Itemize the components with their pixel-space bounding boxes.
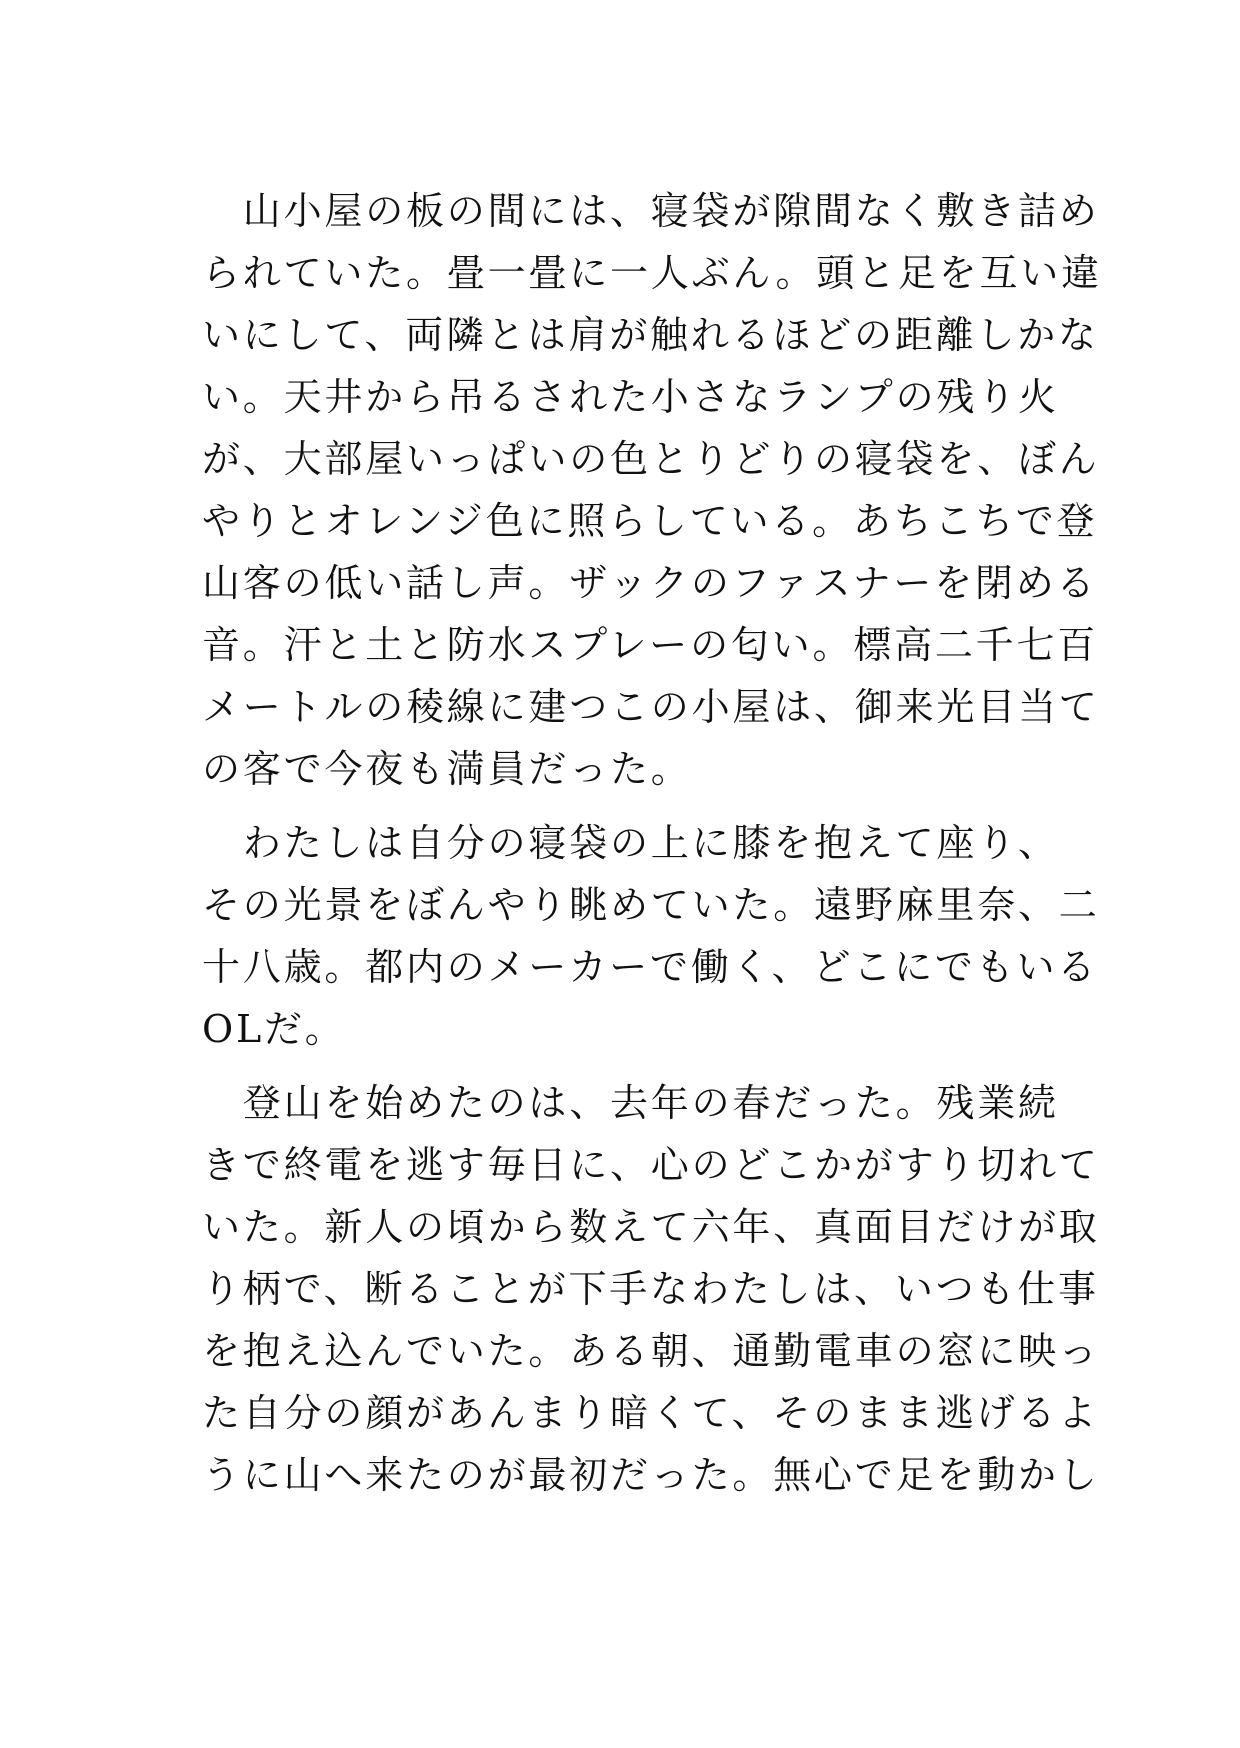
text-line: わたしは自分の寝袋の上に膝を抱えて座り、 — [202, 821, 1059, 865]
paragraph-2 — [202, 812, 1100, 1060]
text-line: 登山を始めたのは、去年の春だった。残業続 — [202, 1081, 1059, 1125]
paragraph-1 — [202, 180, 1102, 800]
text-line: 音。汗と土と防水スプレーの匂い。標高二千七百 — [202, 623, 1099, 667]
text-line: メートルの稜線に建つこの小屋は、御来光目当て — [202, 685, 1100, 729]
text-line: た自分の顔があんまり暗くて、そのまま逃げるよ — [202, 1391, 1099, 1435]
text-line: を抱え込んでいた。ある朝、通勤電車の窓に映っ — [202, 1329, 1100, 1373]
text-line: 十八歳。都内のメーカーで働く、どこにでもいる — [202, 945, 1099, 989]
text-line: その光景をぼんやり眺めていた。遠野麻里奈、二 — [202, 883, 1100, 927]
text-line: 山小屋の板の間には、寝袋が隙間なく敷き詰め — [202, 189, 1100, 233]
text-line: やりとオレンジ色に照らしている。あちこちで登 — [202, 499, 1098, 543]
text-line: が、大部屋いっぱいの色とりどりの寝袋を、ぼん — [202, 437, 1100, 481]
text-line: 山客の低い話し声。ザックのファスナーを閉める — [202, 561, 1098, 605]
paragraph-3 — [202, 1072, 1100, 1506]
text-line: OLだ。 — [202, 1007, 346, 1051]
text-line: い。天井から吊るされた小さなランプの残り火 — [202, 375, 1059, 419]
text-line: きで終電を逃す毎日に、心のどこかがすり切れて — [202, 1143, 1100, 1187]
text-line: いにして、両隣とは肩が触れるほどの距離しかな — [202, 313, 1099, 357]
body-text — [202, 180, 1102, 1506]
text-line: り柄で、断ることが下手なわたしは、いつも仕事 — [202, 1267, 1099, 1311]
text-line: の客で今夜も満員だった。 — [202, 747, 692, 791]
text-line: られていた。畳一畳に一人ぶん。頭と足を互い違 — [202, 251, 1102, 295]
text-line: いた。新人の頃から数えて六年、真面目だけが取 — [202, 1205, 1100, 1249]
text-line: うに山へ来たのが最初だった。無心で足を動かし — [202, 1453, 1100, 1497]
